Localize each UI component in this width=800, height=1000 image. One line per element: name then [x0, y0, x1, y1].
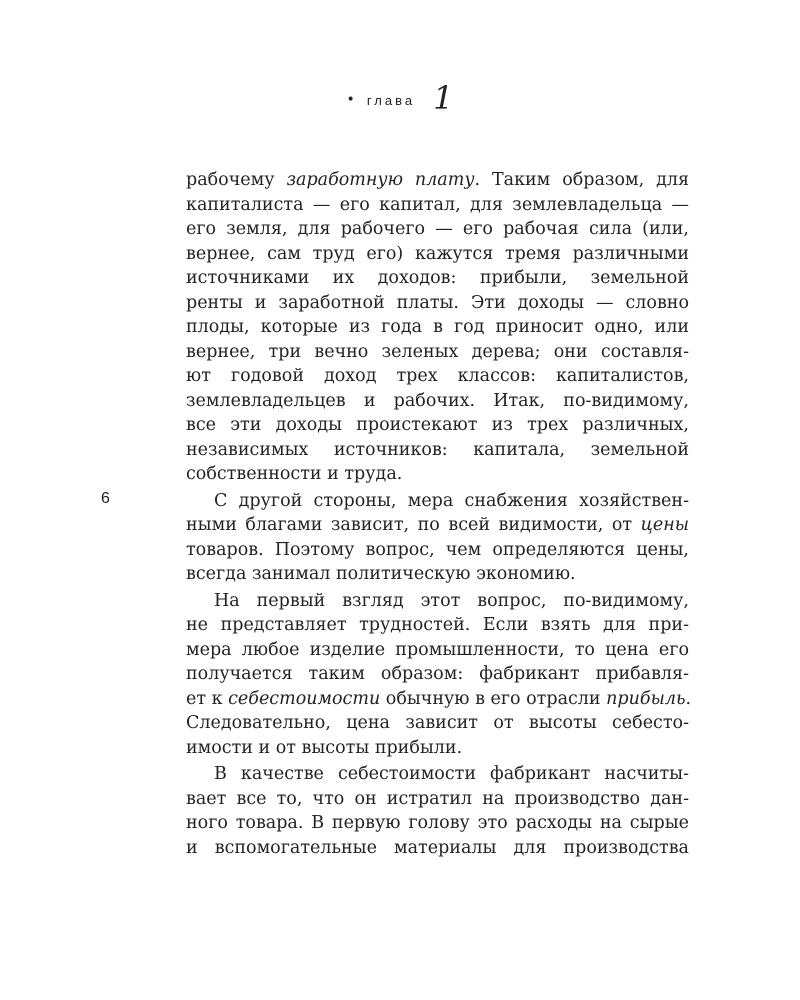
text-line [186, 589, 689, 614]
text-line [186, 736, 689, 763]
chapter-number: 1 [433, 79, 454, 117]
text-segment: независимых источников: капитала, земельной [186, 439, 689, 460]
text-line [186, 489, 689, 514]
text-line [186, 538, 689, 563]
text-segment: . Таким образом, для [474, 170, 689, 190]
text-line [186, 811, 689, 836]
text-segment: . [685, 688, 692, 709]
text-segment: обычную в его отрасли [380, 688, 607, 709]
text-segment: С другой стороны, мера снабжения хозяйствен- [214, 490, 689, 511]
text-line [186, 662, 689, 687]
text-line [186, 762, 689, 787]
text-segment: вернее, сам труд его) кажутся тремя различными [186, 243, 689, 264]
page-number: 6 [101, 490, 110, 507]
text-line [186, 413, 689, 438]
text-line [186, 266, 689, 291]
text-segment: и вспомогательные материалы для производства [186, 837, 689, 858]
header-bullet: • [346, 92, 355, 108]
text-segment: получается таким образом: фабрикант прибавля- [186, 664, 689, 684]
text-line [186, 242, 689, 267]
text-line [186, 340, 689, 365]
text-segment: плоды, которые из года в год приносит одно, или [186, 317, 689, 337]
text-line [186, 687, 692, 712]
text-segment: ренты и заработной платы. Эти доходы — словно [186, 292, 689, 313]
text-line [186, 217, 689, 242]
text-segment: источниками их доходов: прибыли, земельной [186, 268, 689, 288]
text-segment: все эти доходы проистекают из трех различных, [186, 415, 689, 435]
text-segment: собственности и труда. [186, 464, 403, 484]
text-line [186, 389, 689, 414]
text-segment: вернее, три вечно зеленых дерева; они составля- [186, 341, 689, 362]
text-segment: землевладельцев и рабочих. Итак, по-видимому, [186, 390, 689, 411]
text-segment: всегда занимал политическую экономию. [186, 564, 576, 584]
text-line [186, 562, 689, 589]
text-line [186, 638, 689, 663]
text-segment: В качестве себестоимости фабрикант насчиты- [214, 764, 689, 784]
text-segment: его земля, для рабочего — его рабочая сила (или, [186, 219, 689, 239]
text-line [186, 787, 689, 812]
text-segment: Следовательно, цена зависит от высоты себесто- [186, 713, 689, 733]
emphasis-text: прибыль [606, 688, 686, 709]
text-segment: рабочему [186, 170, 287, 190]
text-line [186, 193, 689, 218]
text-segment: мера любое изделие промышленности, то цена его [186, 639, 689, 660]
text-line [186, 836, 689, 861]
body-text [186, 168, 692, 860]
text-segment: имости и от высоты прибыли. [186, 737, 463, 758]
text-line [186, 438, 689, 463]
chapter-label: глава [366, 92, 416, 108]
text-line [186, 168, 689, 193]
emphasis-text: цены [640, 515, 689, 535]
emphasis-text: заработную плату [286, 170, 475, 190]
text-segment: товаров. Поэтому вопрос, чем определяются цены, [186, 539, 689, 560]
text-line [186, 711, 689, 736]
text-line [186, 613, 689, 638]
text-line [186, 291, 689, 316]
text-segment: На первый взгляд этот вопрос, по-видимому, [214, 590, 689, 611]
text-segment: ет к [186, 688, 229, 709]
text-segment: ют годовой доход трех классов: капиталистов, [186, 366, 689, 386]
running-header [0, 78, 800, 118]
text-line [186, 462, 689, 489]
text-line [186, 364, 689, 389]
text-segment: вает все то, что он истратил на производство дан- [186, 788, 689, 809]
emphasis-text: себестоимости [228, 688, 381, 709]
text-line [186, 315, 689, 340]
text-segment: не представляет трудностей. Если взять для при- [186, 615, 689, 635]
text-segment: ными благами зависит, по всей видимости, от [186, 515, 641, 535]
text-segment: ного товара. В первую голову это расходы на сырые [186, 813, 689, 833]
text-segment: капиталиста — его капитал, для землевладельца — [186, 194, 689, 215]
text-line [186, 513, 689, 538]
